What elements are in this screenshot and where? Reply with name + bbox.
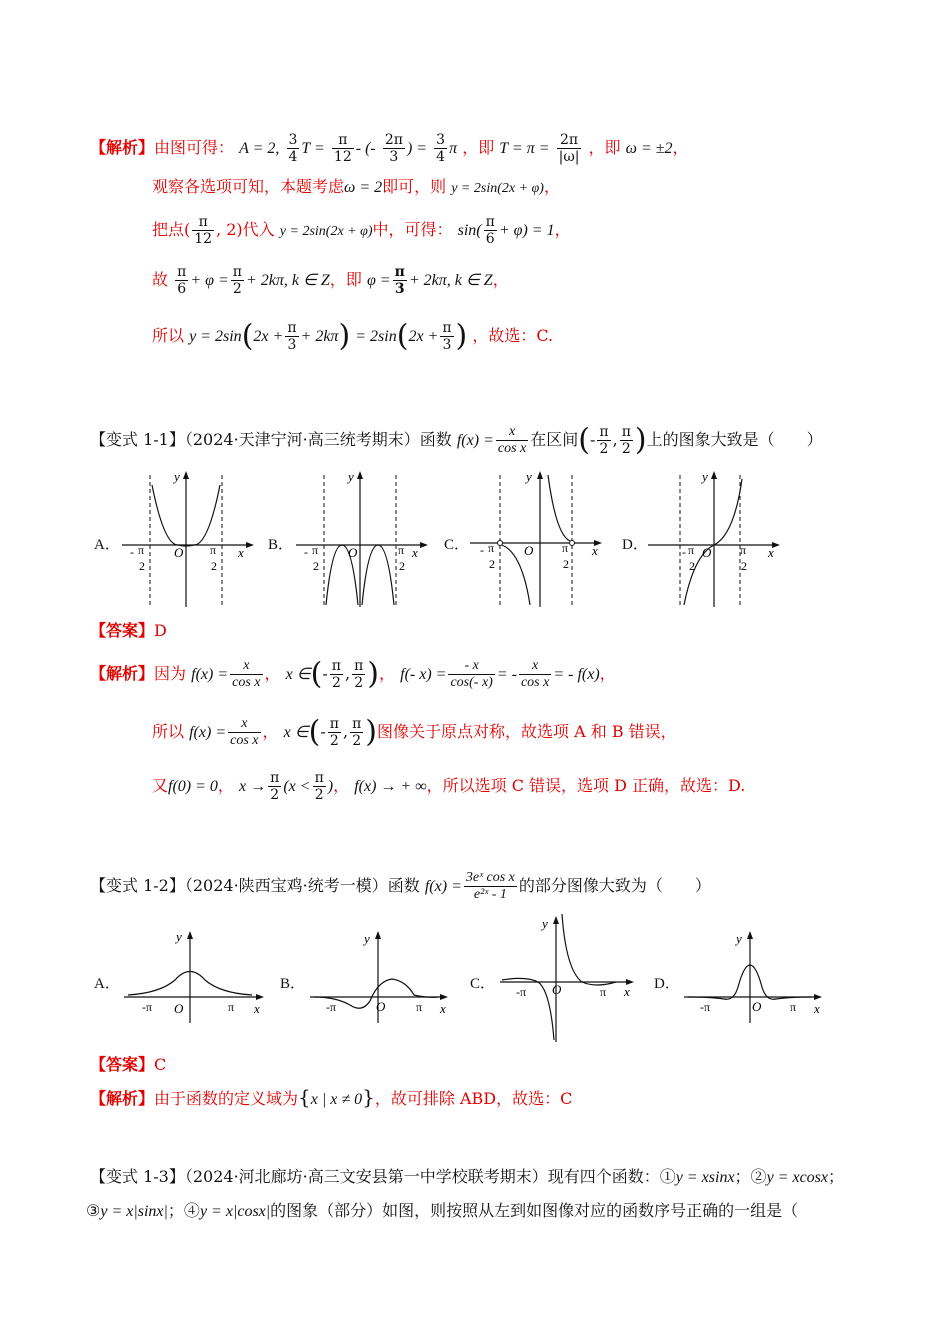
answer-tag: 【答案】: [90, 621, 155, 640]
math-text: (x <: [283, 778, 311, 795]
tick-minus: -: [304, 545, 308, 559]
frac-num: π: [287, 320, 297, 336]
solution-text: ，: [264, 664, 281, 683]
solution-text: 故: [152, 270, 169, 289]
math-text: π: [449, 140, 458, 157]
x-label: x: [768, 545, 774, 560]
question-text: （2024·河北廊坊·高三文安县第一中学校联考期末）现有四个函数：①: [184, 1167, 676, 1186]
paren: (: [396, 318, 409, 354]
frac-num: 3: [436, 132, 446, 148]
option-a-label[interactable]: A．: [94, 537, 120, 553]
solution-text: ，: [492, 270, 509, 289]
curve: [562, 914, 616, 985]
variant-1-1-answer: [90, 620, 167, 642]
option-b-label[interactable]: B．: [268, 537, 294, 553]
x-arrow: [246, 542, 254, 548]
frac-num: 3: [288, 132, 298, 148]
solution-text: 所以: [152, 326, 185, 345]
y-label: y: [364, 931, 370, 946]
solution-1-math-2: [499, 132, 588, 165]
paren: ): [455, 318, 468, 354]
math-text: f(0) = 0: [168, 778, 218, 795]
tick-pi: π: [488, 541, 495, 555]
tick-2: 2: [139, 559, 145, 573]
tick-pi: π: [312, 543, 319, 557]
tick-minus: -: [130, 545, 134, 559]
paren: (: [241, 318, 254, 354]
math-text: φ =: [366, 272, 391, 289]
origin-label: O: [702, 545, 712, 560]
solution-1-line-4: [152, 264, 509, 297]
frac-den: 3: [394, 281, 405, 297]
math-text: = - f(x): [553, 666, 600, 683]
solution-tag: 【解析】: [90, 138, 155, 157]
origin-label: O: [524, 543, 534, 558]
solution-text: ，: [333, 776, 350, 795]
solution-text: ，故选：C.: [472, 326, 554, 345]
fraction: [268, 770, 281, 803]
x-arrow: [420, 542, 428, 548]
paren: (: [308, 714, 321, 750]
fraction: [519, 658, 551, 691]
math-text: sin(: [457, 222, 482, 239]
frac-num: 2π: [557, 132, 582, 149]
answer-value: D: [154, 621, 167, 640]
x-arrow: [256, 994, 264, 1000]
frac-num: π: [192, 214, 214, 231]
tick-2: 2: [741, 559, 747, 573]
origin-label: O: [552, 982, 562, 997]
question-tag: 【变式 1-1】: [90, 430, 185, 449]
solution-1-line-2: [152, 176, 560, 200]
paren: ): [367, 656, 380, 692]
solution-1-math-6: [189, 318, 472, 354]
paren: (: [310, 656, 323, 692]
origin-label: O: [348, 545, 358, 560]
frac-num: 3eˣ cos x: [465, 870, 515, 885]
option-d-label[interactable]: D．: [654, 976, 680, 992]
solution-text: 由图可得：: [154, 138, 235, 157]
graph-1-1-c[interactable]: [466, 465, 606, 610]
math-text: y = 2sin(2x + φ): [279, 224, 373, 239]
solution-text: ，即: [462, 138, 495, 157]
frac-num: π: [331, 658, 341, 674]
math-text: -: [320, 722, 326, 741]
solution-text: 把点(: [152, 220, 191, 239]
math-text: -: [322, 664, 328, 683]
x-label: x: [592, 543, 598, 558]
graph-1-2-c[interactable]: [496, 910, 646, 1044]
frac-num: π: [329, 716, 339, 732]
option-a-label[interactable]: A．: [94, 976, 120, 992]
math-text: ) =: [406, 140, 428, 157]
question-text: 在区间: [530, 430, 579, 449]
tick-pi: π: [228, 1000, 235, 1014]
frac-den: 3: [442, 337, 452, 353]
frac-num: π: [485, 214, 495, 230]
y-arrow: [375, 931, 381, 939]
option-b-label[interactable]: B．: [280, 976, 306, 992]
x-label: x: [814, 1001, 820, 1016]
origin-label: O: [752, 999, 762, 1014]
math-text: y = 2sin(2x + φ): [451, 181, 544, 196]
x-label: x: [440, 1001, 446, 1016]
math-text: f(x) =: [189, 724, 227, 741]
math-text: ): [327, 778, 334, 795]
variant-1-2-question: [90, 870, 711, 903]
solution-tag: 【解析】: [90, 1089, 155, 1108]
fraction: [620, 424, 633, 457]
tick-pi: π: [398, 543, 405, 557]
curve: [362, 545, 394, 605]
solution-text: ，: [543, 177, 560, 196]
question-text: ；②: [734, 1167, 767, 1186]
fraction: [228, 716, 260, 749]
fraction: [287, 132, 300, 165]
solution-1-math-4: [173, 264, 330, 297]
frac-den: cos(- x): [450, 675, 493, 690]
variant-1-1-solution-line-3: [152, 770, 745, 803]
y-label: y: [736, 931, 742, 946]
solution-text: , 2)代入: [216, 220, 275, 239]
frac-den: 4: [288, 149, 298, 165]
solution-text: ，: [262, 722, 279, 741]
fraction: [285, 320, 298, 353]
tick-2: 2: [563, 557, 569, 571]
fraction: [231, 264, 244, 297]
graph-1-1-a[interactable]: [118, 465, 258, 610]
frac-den: 12: [333, 149, 352, 165]
frac-num: x: [519, 658, 551, 675]
tick-pi: π: [138, 543, 145, 557]
frac-den: 3: [287, 337, 297, 353]
open-point: [498, 541, 503, 546]
origin-label: O: [376, 999, 386, 1014]
tick-2: 2: [211, 559, 217, 573]
solution-text: 中，可得：: [372, 220, 453, 239]
fraction: [230, 658, 262, 691]
tick-neg-pi: -π: [516, 985, 527, 999]
math-text: + 2kπ: [300, 328, 339, 345]
math-text: f(x) → + ∞: [354, 778, 427, 795]
frac-den: cos x: [520, 675, 550, 690]
frac-den: 2: [621, 441, 631, 457]
paren: (: [578, 422, 590, 458]
math-text: y = 2sin: [189, 328, 242, 345]
frac-num: π: [232, 264, 242, 280]
option-c-label[interactable]: C．: [444, 537, 470, 553]
math-text: + 2kπ, k ∈ Z: [408, 272, 493, 289]
frac-den: cos x: [497, 441, 527, 456]
fraction: [597, 424, 610, 457]
variant-1-1-solution-line-1: [90, 658, 616, 691]
origin-label: O: [174, 1001, 184, 1016]
math-text: + φ =: [190, 272, 229, 289]
paren: ): [365, 714, 377, 750]
frac-den: 12: [194, 231, 213, 247]
question-text: （2024·天津宁河·高三统考期末）函数: [184, 430, 452, 449]
solution-text: 即可，则: [382, 177, 447, 196]
y-label: y: [174, 469, 180, 484]
frac-num: π: [332, 132, 354, 149]
math-text: T = π =: [499, 140, 550, 157]
solution-text: ，: [599, 664, 616, 683]
frac-den: 6: [177, 281, 187, 297]
variant-1-3-question-line-2: [86, 1200, 798, 1223]
frac-den: 6: [485, 231, 495, 247]
tick-neg-pi: -π: [142, 1000, 153, 1014]
tick-2: 2: [689, 559, 695, 573]
frac-num: π: [442, 320, 452, 336]
option-c-label[interactable]: C．: [470, 976, 496, 992]
math-text: y = xcosx: [766, 1169, 828, 1186]
tick-minus: -: [480, 543, 484, 557]
y-label: y: [348, 469, 354, 484]
frac-den: 2: [354, 675, 364, 691]
solution-tag: 【解析】: [90, 664, 155, 683]
y-arrow: [711, 471, 717, 479]
fraction: [350, 716, 363, 749]
fraction: [330, 658, 343, 691]
graph-1-2-a[interactable]: [120, 925, 270, 1025]
fraction: [313, 770, 326, 803]
question-text: ；④: [167, 1201, 200, 1220]
graph-1-2-b[interactable]: [306, 925, 456, 1025]
x-label: x: [412, 545, 418, 560]
solution-text: 又: [152, 776, 169, 795]
solution-text: ，所以选项 C 错误，选项 D 正确，故选：D.: [426, 776, 746, 795]
math-text: T =: [301, 140, 325, 157]
y-arrow: [747, 931, 753, 939]
question-text: ③: [86, 1201, 101, 1220]
answer-value: C: [154, 1055, 167, 1074]
frac-den: 2: [314, 787, 324, 803]
tick-neg-pi: -π: [700, 1000, 711, 1014]
fraction: [464, 870, 517, 903]
question-text: ；: [828, 1167, 845, 1186]
solution-text: ，故可排除 ABD，故选：C: [374, 1089, 573, 1108]
math-text: ω = ±2: [625, 140, 673, 157]
tick-pi: π: [790, 1000, 797, 1014]
math-text: x | x ≠ 0: [310, 1091, 363, 1108]
math-group: x ∈(- $\frac{\pi}{2}$ , $\frac{\pi}{2}$ ): [285, 656, 380, 692]
question-text: 的图象（部分）如图，则按照从左到如图像对应的函数序号正确的一组是（: [270, 1201, 799, 1220]
curve: [684, 479, 742, 605]
tick-2: 2: [313, 559, 319, 573]
variant-1-3-question-line-1: [90, 1166, 844, 1189]
graph-1-2-d[interactable]: [680, 925, 830, 1025]
math-group: [239, 770, 334, 803]
math-text: = 2sin: [355, 328, 397, 345]
solution-1-math-5: [366, 264, 493, 297]
math-text: y = xsinx: [675, 1169, 735, 1186]
solution-text: ，: [217, 776, 234, 795]
tick-neg-pi: -π: [326, 1000, 337, 1014]
curve: [548, 475, 570, 541]
y-label: y: [702, 469, 708, 484]
tick-pi: π: [740, 543, 747, 557]
math-text: f(x) =: [191, 666, 229, 683]
frac-den: 2: [329, 733, 339, 749]
frac-den: 2: [331, 675, 341, 691]
frac-num: π: [394, 264, 405, 280]
answer-tag: 【答案】: [90, 1055, 155, 1074]
frac-den: cos x: [230, 733, 259, 748]
y-label: y: [176, 929, 182, 944]
frac-num: x: [496, 424, 528, 441]
paren: ): [338, 318, 351, 354]
tick-pi: π: [416, 1000, 423, 1014]
frac-num: π: [354, 658, 364, 674]
frac-den: cos x: [232, 675, 261, 690]
fraction: [496, 424, 528, 457]
frac-num: π: [352, 716, 362, 732]
solution-text: 图像关于原点对称，故选项 A 和 B 错误，: [377, 722, 677, 741]
math-text: -: [589, 430, 596, 449]
x-arrow: [440, 994, 448, 1000]
frac-num: π: [177, 264, 187, 280]
x-label: x: [624, 984, 630, 999]
question-tag: 【变式 1-2】: [90, 876, 185, 895]
option-d-label[interactable]: D．: [622, 537, 648, 553]
fraction: [448, 658, 494, 691]
math-group: [400, 658, 600, 690]
variant-1-2-answer: [90, 1054, 166, 1076]
solution-1-line-1: [90, 132, 689, 165]
math-text: y = x|cosx|: [199, 1203, 271, 1220]
question-text: 上的图象大致是（ ）: [646, 430, 823, 449]
y-label: y: [542, 916, 548, 931]
solution-text: ，: [672, 138, 689, 157]
variant-1-1-question: 【变式 1-1】（2024·天津宁河·高三统考期末）函数 f(x) = $\frac{x}{\text{cos x}}$ 在区间(- $\frac{\pi}{2}$ , $\frac{\pi}{2}$ )上的图象大致是（ ）: [90, 422, 823, 458]
math-group: [189, 716, 262, 748]
frac-num: π: [270, 770, 280, 786]
frac-num: - x: [448, 658, 494, 675]
math-text: 2x +: [253, 328, 284, 345]
math-text: ω = 2: [344, 179, 383, 196]
frac-num: π: [599, 424, 609, 440]
math-text: A = 2,: [239, 140, 280, 157]
frac-den: e²ˣ - 1: [473, 887, 507, 902]
y-arrow: [537, 471, 543, 479]
fraction: [393, 264, 407, 297]
math-group: {x | x ≠ 0}: [298, 1085, 375, 1109]
math-text: f(x) =: [424, 878, 462, 895]
x-arrow: [814, 994, 822, 1000]
frac-den: 2: [270, 787, 280, 803]
solution-text: 观察各选项可知，本题考虑: [152, 177, 345, 196]
question-text: （2024·陕西宝鸡·统考一模）函数: [184, 876, 420, 895]
y-arrow: [553, 916, 559, 924]
math-text: + 2kπ, k ∈ Z: [245, 272, 330, 289]
solution-text: 由于函数的定义域为: [154, 1089, 299, 1108]
fraction: [434, 132, 447, 165]
origin-label: O: [174, 545, 184, 560]
math-text: f(- x) =: [400, 666, 447, 683]
tick-pi: π: [600, 985, 607, 999]
question-tag: 【变式 1-3】: [90, 1167, 185, 1186]
fraction: [383, 132, 405, 165]
math-group: [191, 658, 264, 690]
open-point: [570, 541, 575, 546]
frac-num: x: [228, 716, 260, 733]
tick-2: 2: [399, 559, 405, 573]
frac-num: x: [230, 658, 262, 675]
math-text: + φ) = 1: [498, 222, 555, 239]
solution-text: 所以: [152, 722, 185, 741]
fraction: [192, 214, 214, 247]
frac-num: π: [314, 770, 324, 786]
solution-text: ，: [554, 220, 571, 239]
graph-1-1-d[interactable]: [644, 465, 784, 610]
solution-text: 因为: [154, 664, 187, 683]
tick-pi: π: [688, 543, 695, 557]
math-text: = -: [496, 666, 517, 683]
solution-1-math: [239, 132, 462, 165]
frac-den: |ω|: [558, 149, 580, 165]
fraction: [352, 658, 365, 691]
x-label: x: [238, 545, 244, 560]
x-label: x: [254, 1001, 260, 1016]
graph-1-1-b[interactable]: [292, 465, 432, 610]
paren: ): [634, 422, 647, 458]
fraction: [484, 214, 497, 247]
solution-1-line-5: [152, 320, 553, 353]
tick-pi: π: [562, 541, 569, 555]
variant-1-2-solution: [90, 1086, 572, 1111]
curve: [502, 978, 554, 1040]
frac-num: π: [621, 424, 631, 440]
tick-pi: π: [210, 543, 217, 557]
frac-den: 2: [232, 281, 242, 297]
math-text: f(x) =: [456, 432, 494, 449]
variant-1-1-solution-line-2: [152, 716, 677, 749]
frac-den: 3: [389, 149, 399, 165]
fraction: [557, 132, 582, 165]
tick-2: 2: [489, 557, 495, 571]
math-text: - (-: [355, 140, 376, 157]
fraction: [440, 320, 453, 353]
solution-text: ，即: [329, 270, 362, 289]
frac-den: 4: [436, 149, 446, 165]
y-arrow: [183, 471, 189, 479]
question-text: 的部分图像大致为（ ）: [518, 876, 711, 895]
solution-1-math-3: [457, 214, 555, 247]
solution-text: ，即: [588, 138, 621, 157]
math-text: x ∈: [285, 666, 311, 683]
solution-1-line-3: [152, 214, 571, 247]
frac-den: 2: [352, 733, 362, 749]
y-arrow: [187, 931, 193, 939]
math-text: x →: [239, 778, 267, 795]
math-text: 2x +: [408, 328, 439, 345]
y-arrow: [357, 471, 363, 479]
fraction: [332, 132, 354, 165]
fraction: [175, 264, 188, 297]
frac-num: 2π: [384, 132, 403, 148]
y-label: y: [526, 469, 532, 484]
math-group: x ∈(- $\frac{\pi}{2}$ , $\frac{\pi}{2}$ ): [283, 714, 377, 750]
tick-minus: -: [682, 545, 686, 559]
math-text: x ∈: [283, 724, 309, 741]
frac-den: 2: [599, 441, 609, 457]
math-text: y = x|sinx|: [100, 1203, 168, 1220]
solution-text: ，: [379, 664, 396, 683]
fraction: [328, 716, 341, 749]
